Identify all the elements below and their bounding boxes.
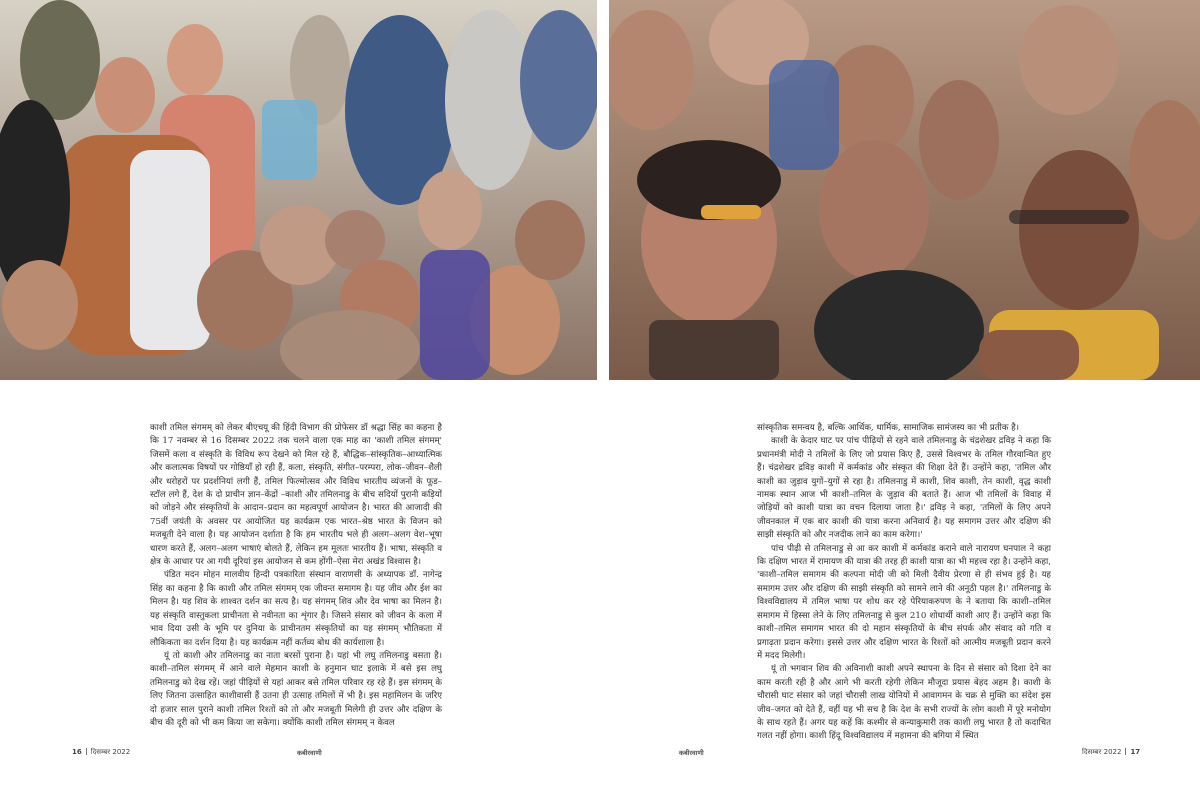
left-photo-dancers-and-crowd [0, 0, 597, 380]
paragraph: पांच पीढ़ी से तमिलनाडु से आ कर काशी में कर्मकांड कराने वाले नारायण घनपाल ने कहा कि दक्षिण भारत में रामायण की यात्रा की तरह ही काशी यात्रा का भी महत्त्व रहा है। उन्होंने कहा, 'काशी–तमिल समागम की कल्पना मोदी जी को मिली दैवीय प्रेरणा से ही संभव हुई है। यह समागम उत्तर और दक्षिण की साझी संस्कृति को सामने लाने की अनूठी पहल है।' तमिलनाडु के विश्वविद्यालय में तमिल भाषा पर शोध कर रहे पेरियाकरुपण के ने बताया कि काशी–तमिल समागम में हिस्सा लेने के लिए तमिलनाडु से कुल 210 शोधार्थी काशी आए हैं। उन्होंने कहा कि काशी–तमिल समागम भारत की दो महान संस्कृतियों के बीच संपर्क और संवाद को गति व प्रगाढ़ता प्रदान करेगा। इससे उत्तर और दक्षिण भारत के रिश्तों को आत्मीय मजबूती प्रदान करने में मदद मिलेगी। [757, 543, 1051, 661]
folio-divider [86, 748, 87, 755]
paragraph: पंडित मदन मोहन मालवीय हिन्दी पत्रकारिता संस्थान वाराणसी के अध्यापक डॉ. नागेन्द्र सिंह का कहना है कि काशी और तमिल संगमम् एक जीवन्त समागम है। यह जीव और ईश का मिलन है। यह शिव के शाश्वत दर्शन का सत्य है। यह संगमम् शिव और देव भाषा का मिलन है। यह संस्कृति वास्तुकला प्राचीनता से नवीनता का शृंगार है। जिसने संसार को जीवन के कला में भाव दिया उसी के भूमि पर दुनिया के प्राचीनतम संस्कृतियों का यह संगमम् भौतिकता में लौकिकता का दर्शन दिया है। यह कार्यक्रम नहीं कर्तव्य बोध की कार्यशाला है। [150, 570, 442, 648]
right-folio [1082, 748, 1140, 757]
magazine-name: कबीरवाणी [679, 749, 704, 757]
issue-month: दिसम्बर 2022 [1082, 748, 1122, 756]
magazine-name: कबीरवाणी [297, 749, 322, 757]
left-folio [72, 748, 130, 757]
right-page [609, 0, 1200, 791]
left-page [0, 0, 597, 791]
paragraph: काशी के केदार घाट पर पांच पीढ़ियों से रहने वाले तमिलनाडु के चंद्रशेखर द्रविड़ ने कहा कि प्रधानमंत्री मोदी ने तमिलों के लिए जो प्रयास किए हैं, उससे विश्वभर के तमिल गौरवान्वित हुए हैं। चंद्रशेखर द्रविड़ काशी में कर्मकांड और संस्कृत की शिक्षा देते हैं। उन्होंने कहा, 'तमिल और काशी का जुड़ाव युगों–युगों से रहा है। तमिलनाडु में काशी, शिव काशी, तेन काशी, वृद्ध काशी नामक स्थान आज भी काशी–तमिल के जुड़ाव की बताते हैं। आज भी तमिलों के विवाह में जोड़ियों को काशी यात्रा का वचन दिलाया जाता है।' द्रविड़ ने कहा, 'तमिलों के लिए अपने जीवनकाल में एक बार काशी की यात्रा करना अनिवार्य है। यह समागम उत्तर और दक्षिण की साझी संस्कृति को और नजदीक लाने का काम करेगा।' [757, 436, 1051, 541]
photo-dancers-and-crowd-icon [0, 0, 597, 380]
paragraph: सांस्कृतिक समन्वय है, बल्कि आर्थिक, धार्मिक, सामाजिक सामंजस्य का भी प्रतीक है। [757, 423, 1019, 433]
issue-month: दिसम्बर 2022 [90, 748, 131, 756]
paragraph: काशी तमिल संगमम् को लेकर बीएचयू की हिंदी विभाग की प्रोफेसर डॉ श्रद्धा सिंह का कहना है कि 17 नवम्बर से 16 दिसम्बर 2022 तक चलने वाला एक माह का 'काशी तमिल संगमम्' जिसमें कला व संस्कृति के विविध रूप देखने को मिल रहे हैं, बौद्धिक–सांस्कृतिक–आध्यात्मिक और कलात्मक विषयों पर गोष्ठियाँ हो रही हैं, कला, संस्कृति, संगीत–परम्परा, लोक–जीवन–शैली और धरोहरों पर प्रदर्शनियां लगी हैं, तमिल फिल्मोत्सव और विविध भारतीय व्यंजनों के फूड–स्टॉल लगे हैं, देश के दो प्राचीन ज्ञान–केंद्रों –काशी और तमिलनाडु के बीच सदियों पुरानी कड़ियों को जोड़ने और संस्कृतियों के आदान–प्रदान का महत्वपूर्ण आयोजन है। भारत की आजादी की 75वीं जयंती के अवसर पर आयोजित यह कार्यक्रम एक भारत–श्रेष्ठ भारत के विजन को मजबूती देने वाला है। यह आयोजन दर्शाता है कि हम भारतीय भले ही अलग–अलग वेश–भूषा धारण करते हैं, अलग–अलग भाषाएं बोलते हैं, लेकिन हम मूलतः भारतीय हैं। भाषा, संस्कृति व क्षेत्र के आधार पर आ गयी दूरियां इस आयोजन से कम होंगी–ऐसा मेरा अखंड विश्वास है। [150, 423, 442, 568]
paragraph: यूं तो भगवान शिव की अविनाशी काशी अपने स्थापना के दिन से संसार को दिशा देने का काम करती रही है और आगे भी करती रहेगी लेकिन मौजूदा प्रयास बेहद अहम है। काशी के चौरासी घाट संसार को जहां चौरासी लाख योनियों में आवागमन के चक्र से मुक्ति का संदेश इस जीव–जगत को देते हैं, वहीं यह भी सच है कि देश के सभी राज्यों के लोग काशी में पूरे मनोयोग के साथ रहते हैं। अगर यह कहें कि कश्मीर से कन्याकुमारी तक काशी लघु भारत है तो कदाचित गलत नहीं होगा। काशी हिंदू विश्वविद्यालय में महामना की बगिया में स्थित [757, 664, 1051, 742]
right-photo-audience [609, 0, 1200, 380]
page-gutter [597, 0, 609, 791]
page-number: 17 [1130, 748, 1141, 756]
paragraph: यूं तो काशी और तमिलनाडु का नाता बरसों पुराना है। यहां भी लघु तमिलनाडु बसता है। काशी–तमिल संगमम् में आने वाले मेहमान काशी के हनुमान घाट इलाके में बसे इस लघु तमिलनाडु को देख रहें। जहां पीढ़ियों से यहां आकर बसे तमिल परिवार रह रहे हैं। इस संगमम् के लिए जितना उत्साहित काशीवासी हैं उतना ही उत्साह तमिलों में भी है। इस महामिलन के जरिए दो हजार साल पुराने काशी तमिल रिश्तों को तो और मजबूती मिलेगी ही उत्तर और दक्षिण के बीच की दूरी को भी कम किया जा सकेगा। क्योंकि काशी तमिल संगमम् न केवल [150, 650, 442, 728]
right-article-text [757, 422, 1051, 744]
photo-audience-men-icon [609, 0, 1200, 380]
folio-divider [1125, 748, 1126, 755]
left-article-text [150, 422, 442, 730]
page-number: 16 [72, 748, 82, 756]
